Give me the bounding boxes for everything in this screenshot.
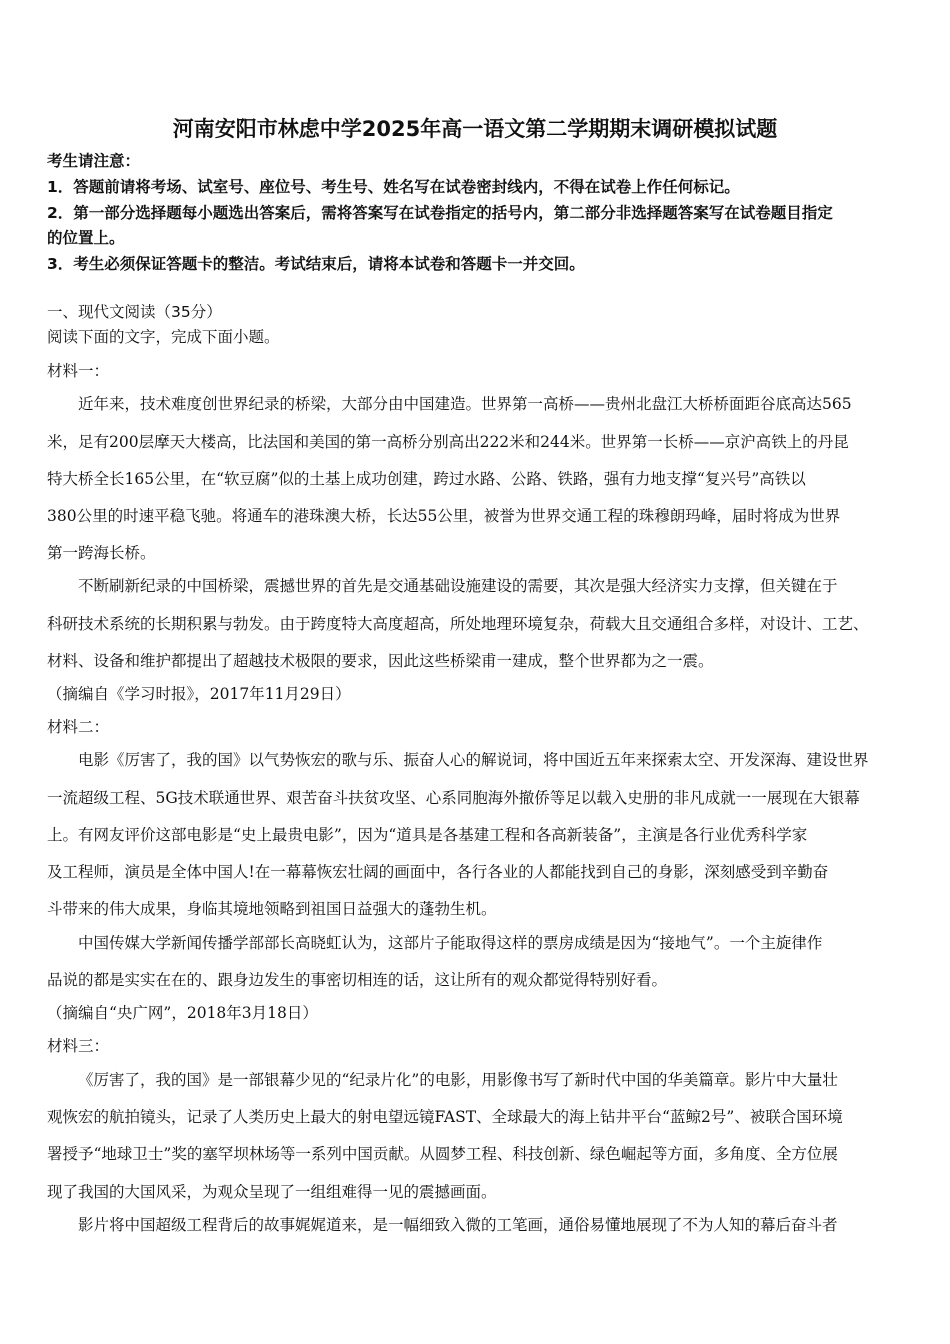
- paragraph-line: 电影《厉害了，我的国》以气势恢宏的歌与乐、振奋人心的解说词，将中国近五年来探索太空、开发深海、建设世界: [78, 751, 869, 769]
- material-label: 材料三：: [47, 1037, 110, 1055]
- paragraph-line: 《厉害了，我的国》是一部银幕少见的“纪录片化”的电影，用影像书写了新时代中国的华美篇章。影片中大量壮: [78, 1071, 838, 1089]
- page-title: 河南安阳市林虑中学2025年高一语文第二学期期末调研模拟试题: [172, 117, 778, 141]
- paragraph-line: 中国传媒大学新闻传播学部部长高晓虹认为，这部片子能取得这样的票房成绩是因为“接地气”。一个主旋律作: [78, 934, 823, 952]
- paragraph-line: 材料、设备和维护都提出了超越技术极限的要求，因此这些桥梁甫一建成，整个世界都为之一震。: [47, 652, 714, 670]
- notice-heading: 考生请注意：: [47, 152, 141, 170]
- paragraph-line: 斗带来的伟大成果，身临其境地领略到祖国日益强大的蓬勃生机。: [47, 900, 497, 918]
- paragraph-line: 观恢宏的航拍镜头，记录了人类历史上最大的射电望远镜FAST、全球最大的海上钻井平台“蓝鲸2号”、被联合国环境: [47, 1108, 843, 1126]
- paragraph-line: 上。有网友评价这部电影是“史上最贵电影”，因为“道具是各基建工程和各高新装备”，主演是各行业优秀科学家: [47, 826, 808, 844]
- material-label: 材料一：: [47, 362, 110, 380]
- paragraph-line: 署授予“地球卫士”奖的塞罕坝林场等一系列中国贡献。从圆梦工程、科技创新、绿色崛起等方面，多角度、全方位展: [47, 1145, 838, 1163]
- notice-line: 3．考生必须保证答题卡的整洁。考试结束后，请将本试卷和答题卡一并交回。: [47, 255, 585, 273]
- paragraph-line: 及工程师，演员是全体中国人!在一幕幕恢宏壮阔的画面中，各行各业的人都能找到自己的身影，深刻感受到辛勤奋: [47, 863, 829, 881]
- paragraph-line: 科研技术系统的长期积累与勃发。由于跨度特大高度超高，所处地理环境复杂，荷载大且交通组合多样，对设计、工艺、: [47, 615, 869, 633]
- notice-line: 1．答题前请将考场、试室号、座位号、考生号、姓名写在试卷密封线内，不得在试卷上作任何标记。: [47, 178, 740, 196]
- source-citation: （摘编自“央广网”，2018年3月18日）: [47, 1004, 318, 1022]
- paragraph-line: 米，足有200层摩天大楼高，比法国和美国的第一高桥分别高出222米和244米。世界第一长桥——京沪高铁上的丹昆: [47, 433, 849, 451]
- notice-line: 的位置上。: [47, 229, 125, 247]
- paragraph-line: 一流超级工程、5G技术联通世界、艰苦奋斗扶贫攻坚、心系同胞海外撤侨等足以载入史册的非凡成就一一展现在大银幕: [47, 789, 860, 807]
- paragraph-line: 第一跨海长桥。: [47, 544, 156, 562]
- paragraph-line: 近年来，技术难度创世界纪录的桥梁，大部分由中国建造。世界第一高桥——贵州北盘江大桥桥面距谷底高达565: [78, 395, 852, 413]
- paragraph-line: 现了我国的大国风采，为观众呈现了一组组难得一见的震撼画面。: [47, 1183, 497, 1201]
- section-instruction: 阅读下面的文字，完成下面小题。: [47, 328, 280, 346]
- paragraph-line: 不断刷新纪录的中国桥梁，震撼世界的首先是交通基础设施建设的需要，其次是强大经济实力支撑，但关键在于: [78, 577, 838, 595]
- paragraph-line: 影片将中国超级工程背后的故事娓娓道来，是一幅细致入微的工笔画，通俗易懂地展现了不为人知的幕后奋斗者: [78, 1216, 838, 1234]
- paragraph-line: 品说的都是实实在在的、跟身边发生的事密切相连的话，这让所有的观众都觉得特别好看。: [47, 971, 668, 989]
- paragraph-line: 特大桥全长165公里，在“软豆腐”似的土基上成功创建，跨过水路、公路、铁路，强有力地支撑“复兴号”高铁以: [47, 470, 806, 488]
- source-citation: （摘编自《学习时报》，2017年11月29日）: [47, 685, 351, 703]
- paragraph-line: 380公里的时速平稳飞驰。将通车的港珠澳大桥，长达55公里，被誉为世界交通工程的珠穆朗玛峰，届时将成为世界: [47, 507, 841, 525]
- notice-line: 2．第一部分选择题每小题选出答案后，需将答案写在试卷指定的括号内，第二部分非选择题答案写在试卷题目指定: [47, 204, 833, 222]
- section-heading: 一、现代文阅读（35分）: [47, 303, 222, 321]
- material-label: 材料二：: [47, 718, 110, 736]
